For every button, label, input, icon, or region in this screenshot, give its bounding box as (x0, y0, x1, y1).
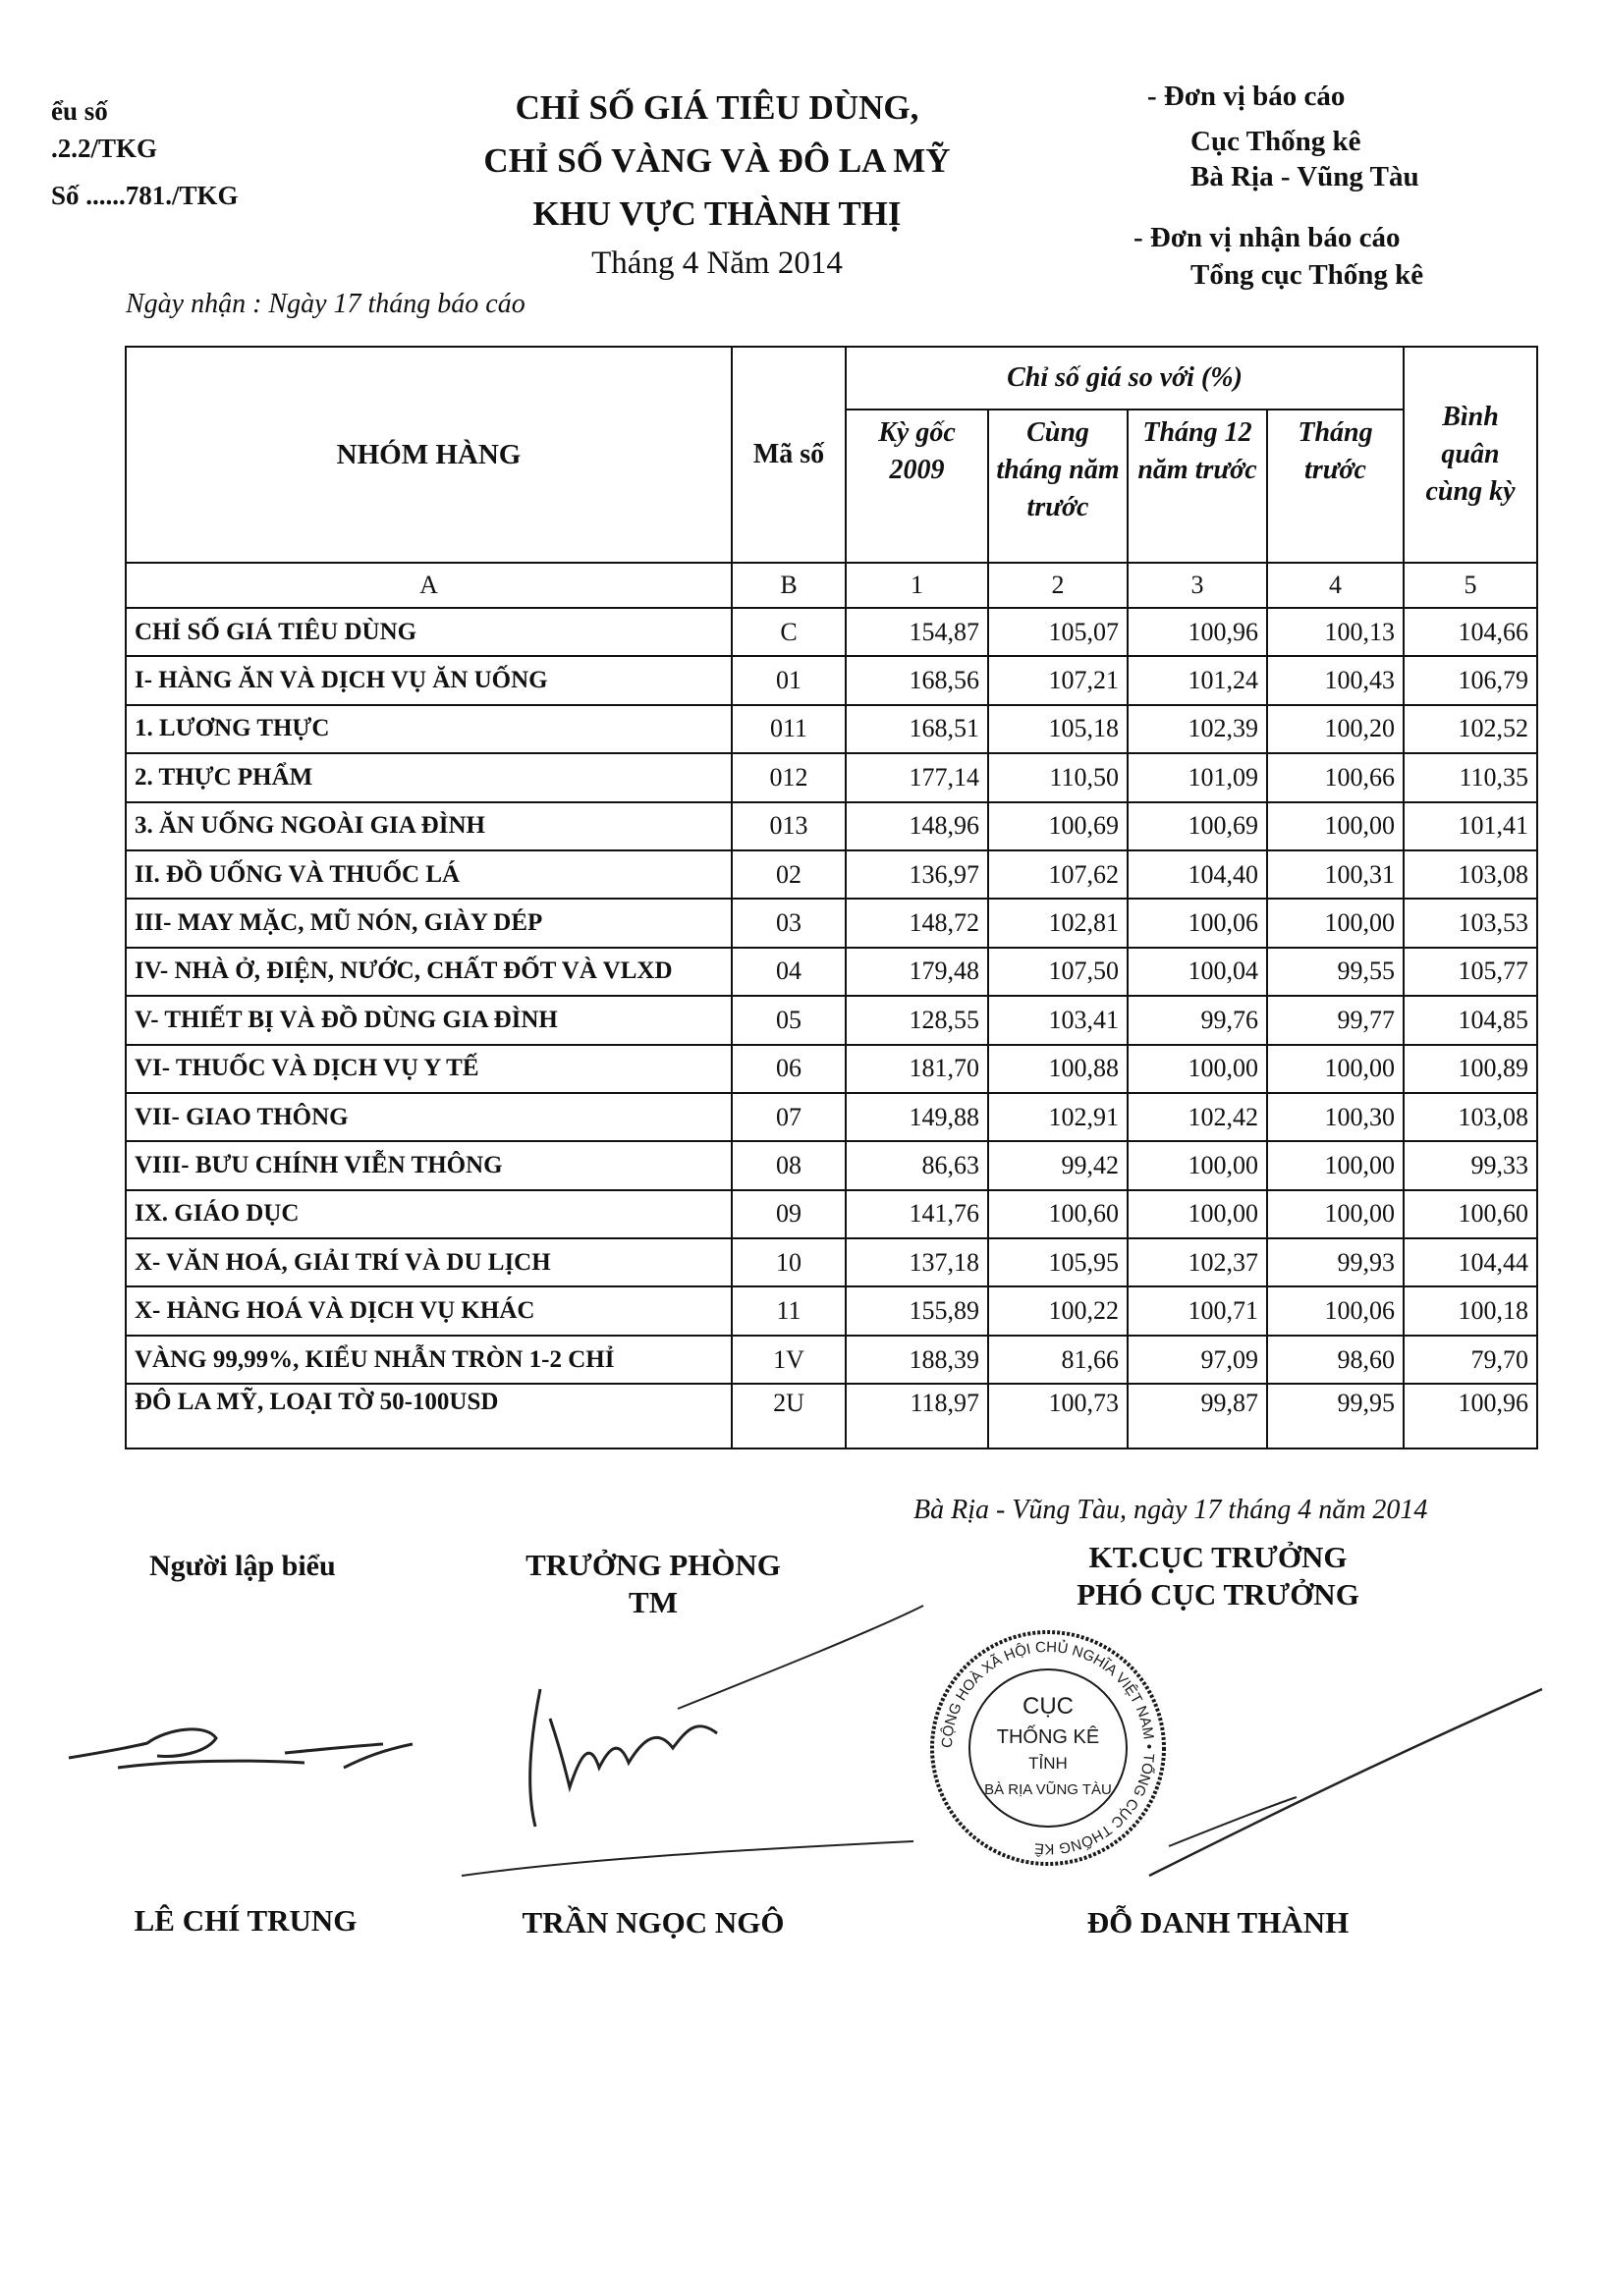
value-base-year: 168,51 (846, 705, 988, 753)
row-name: X- VĂN HOÁ, GIẢI TRÍ VÀ DU LỊCH (126, 1238, 732, 1286)
document-number: Số ......781./TKG (51, 181, 239, 210)
col-header-same-month: Cùng tháng năm trước (988, 410, 1128, 563)
official-stamp (925, 1625, 1171, 1871)
table-row (126, 850, 1537, 899)
value-december: 97,09 (1128, 1336, 1267, 1384)
value-average: 110,35 (1404, 753, 1537, 801)
head-signature (452, 1591, 943, 1886)
value-previous-month: 99,77 (1267, 996, 1404, 1044)
row-name: VÀNG 99,99%, KIỂU NHẪN TRÒN 1-2 CHỈ (126, 1336, 732, 1384)
value-base-year: 148,72 (846, 899, 988, 947)
director-name: ĐỖ DANH THÀNH (1086, 1905, 1350, 1940)
value-december: 101,09 (1128, 753, 1267, 801)
preparer-title: Người lập biểu (149, 1550, 336, 1582)
director-title-1: KT.CỤC TRƯỞNG (1088, 1540, 1348, 1574)
received-date: Ngày nhận : Ngày 17 tháng báo cáo (126, 289, 525, 319)
value-base-year: 136,97 (846, 850, 988, 899)
value-december: 102,42 (1128, 1093, 1267, 1141)
value-december: 101,24 (1128, 656, 1267, 704)
value-previous-month: 100,00 (1267, 1045, 1404, 1093)
row-name: II. ĐỒ UỐNG VÀ THUỐC LÁ (126, 850, 732, 899)
value-same-month: 102,81 (988, 899, 1128, 947)
value-previous-month: 100,43 (1267, 656, 1404, 704)
reporting-unit-name: Cục Thống kê (1190, 126, 1361, 157)
col-header-december: Tháng 12 năm trước (1128, 410, 1267, 563)
place-and-date: Bà Rịa - Vũng Tàu, ngày 17 tháng 4 năm 2014 (913, 1495, 1428, 1525)
value-previous-month: 100,13 (1267, 608, 1404, 656)
value-previous-month: 99,95 (1267, 1384, 1404, 1449)
row-name: 3. ĂN UỐNG NGOÀI GIA ĐÌNH (126, 802, 732, 850)
row-code: 11 (732, 1286, 846, 1335)
value-same-month: 100,73 (988, 1384, 1128, 1449)
reporting-unit-province: Bà Rịa - Vũng Tàu (1190, 161, 1419, 192)
row-code: 09 (732, 1190, 846, 1238)
value-december: 104,40 (1128, 850, 1267, 899)
row-name: III- MAY MẶC, MŨ NÓN, GIÀY DÉP (126, 899, 732, 947)
table-row (126, 656, 1537, 704)
value-base-year: 86,63 (846, 1141, 988, 1189)
value-same-month: 105,18 (988, 705, 1128, 753)
col-header-average: Bình quân cùng kỳ (1404, 347, 1537, 563)
value-base-year: 179,48 (846, 948, 988, 996)
row-name: CHỈ SỐ GIÁ TIÊU DÙNG (126, 608, 732, 656)
index-label: 2 (988, 563, 1128, 608)
table-row (126, 1286, 1537, 1335)
report-period: Tháng 4 Năm 2014 (591, 246, 843, 281)
row-name: VI- THUỐC VÀ DỊCH VỤ Y TẾ (126, 1045, 732, 1093)
row-code: 10 (732, 1238, 846, 1286)
row-name: VIII- BƯU CHÍNH VIỄN THÔNG (126, 1141, 732, 1189)
value-base-year: 188,39 (846, 1336, 988, 1384)
row-name: IX. GIÁO DỤC (126, 1190, 732, 1238)
value-same-month: 81,66 (988, 1336, 1128, 1384)
value-average: 101,41 (1404, 802, 1537, 850)
value-december: 100,96 (1128, 608, 1267, 656)
row-name: I- HÀNG ĂN VÀ DỊCH VỤ ĂN UỐNG (126, 656, 732, 704)
row-code: 07 (732, 1093, 846, 1141)
value-base-year: 141,76 (846, 1190, 988, 1238)
index-label: 4 (1267, 563, 1404, 608)
value-december: 100,00 (1128, 1045, 1267, 1093)
head-name: TRẦN NGỌC NGÔ (522, 1905, 785, 1940)
row-code: 013 (732, 802, 846, 850)
row-code: 03 (732, 899, 846, 947)
value-previous-month: 100,66 (1267, 753, 1404, 801)
value-base-year: 155,89 (846, 1286, 988, 1335)
table-row (126, 802, 1537, 850)
title-line-2: CHỈ SỐ VÀNG VÀ ĐÔ LA MỸ (483, 141, 951, 180)
table-row (126, 608, 1537, 656)
row-name: X- HÀNG HOÁ VÀ DỊCH VỤ KHÁC (126, 1286, 732, 1335)
value-december: 99,87 (1128, 1384, 1267, 1449)
table-row (126, 1093, 1537, 1141)
value-average: 103,08 (1404, 850, 1537, 899)
value-same-month: 107,50 (988, 948, 1128, 996)
value-average: 102,52 (1404, 705, 1537, 753)
row-code: 1V (732, 1336, 846, 1384)
value-same-month: 102,91 (988, 1093, 1128, 1141)
value-previous-month: 100,20 (1267, 705, 1404, 753)
form-code: .2.2/TKG (51, 134, 158, 163)
value-average: 104,44 (1404, 1238, 1537, 1286)
row-code: 01 (732, 656, 846, 704)
stamp-line-3: TỈNH (1028, 1754, 1068, 1773)
value-december: 99,76 (1128, 996, 1267, 1044)
value-base-year: 149,88 (846, 1093, 988, 1141)
value-previous-month: 100,00 (1267, 1141, 1404, 1189)
table-row (126, 1141, 1537, 1189)
table-row (126, 899, 1537, 947)
value-december: 100,04 (1128, 948, 1267, 996)
value-december: 102,39 (1128, 705, 1267, 753)
row-code: 04 (732, 948, 846, 996)
value-average: 103,08 (1404, 1093, 1537, 1141)
index-label: A (126, 563, 732, 608)
preparer-name: LÊ CHÍ TRUNG (134, 1903, 358, 1938)
value-same-month: 100,22 (988, 1286, 1128, 1335)
reporting-unit-label: - Đơn vị báo cáo (1147, 81, 1346, 112)
value-same-month: 105,95 (988, 1238, 1128, 1286)
row-code: 011 (732, 705, 846, 753)
value-same-month: 100,88 (988, 1045, 1128, 1093)
stamp-line-2: THỐNG KÊ (996, 1726, 1100, 1748)
receiving-unit-label: - Đơn vị nhận báo cáo (1133, 222, 1401, 253)
index-label: B (732, 563, 846, 608)
value-average: 100,60 (1404, 1190, 1537, 1238)
row-name: V- THIẾT BỊ VÀ ĐỒ DÙNG GIA ĐÌNH (126, 996, 732, 1044)
row-code: 012 (732, 753, 846, 801)
col-header-previous-month: Tháng trước (1267, 410, 1404, 563)
col-header-base-year: Kỳ gốc 2009 (846, 410, 988, 563)
value-previous-month: 100,00 (1267, 802, 1404, 850)
director-title-2: PHÓ CỤC TRƯỞNG (1077, 1577, 1359, 1612)
title-line-3: KHU VỰC THÀNH THỊ (532, 194, 902, 233)
stamp-line-1: CỤC (1023, 1693, 1074, 1720)
table-row (126, 1384, 1537, 1449)
table-row (126, 705, 1537, 753)
value-base-year: 148,96 (846, 802, 988, 850)
value-same-month: 99,42 (988, 1141, 1128, 1189)
index-row (126, 563, 1537, 608)
value-same-month: 103,41 (988, 996, 1128, 1044)
table-row (126, 753, 1537, 801)
col-header-group: NHÓM HÀNG (126, 347, 732, 563)
value-average: 100,96 (1404, 1384, 1537, 1449)
value-average: 106,79 (1404, 656, 1537, 704)
director-signature (1130, 1679, 1562, 1905)
value-previous-month: 100,31 (1267, 850, 1404, 899)
value-base-year: 154,87 (846, 608, 988, 656)
table-row (126, 996, 1537, 1044)
value-previous-month: 100,30 (1267, 1093, 1404, 1141)
value-average: 104,66 (1404, 608, 1537, 656)
row-name: 2. THỰC PHẨM (126, 753, 732, 801)
value-previous-month: 99,93 (1267, 1238, 1404, 1286)
value-average: 100,89 (1404, 1045, 1537, 1093)
value-same-month: 100,69 (988, 802, 1128, 850)
value-same-month: 107,62 (988, 850, 1128, 899)
head-title-1: TRƯỞNG PHÒNG (525, 1548, 781, 1582)
table-row (126, 1238, 1537, 1286)
row-name: ĐÔ LA MỸ, LOẠI TỜ 50-100USD (126, 1384, 732, 1449)
value-december: 100,00 (1128, 1190, 1267, 1238)
value-december: 102,37 (1128, 1238, 1267, 1286)
col-header-index-group: Chỉ số giá so với (%) (846, 347, 1404, 410)
value-base-year: 118,97 (846, 1384, 988, 1449)
stamp-line-4: BÀ RỊA VŨNG TÀU (984, 1781, 1112, 1798)
row-code: 02 (732, 850, 846, 899)
title-line-1: CHỈ SỐ GIÁ TIÊU DÙNG, (515, 88, 919, 127)
index-label: 3 (1128, 563, 1267, 608)
value-same-month: 107,21 (988, 656, 1128, 704)
value-average: 99,33 (1404, 1141, 1537, 1189)
value-average: 103,53 (1404, 899, 1537, 947)
value-previous-month: 100,00 (1267, 899, 1404, 947)
col-header-code: Mã số (732, 347, 846, 563)
row-code: 05 (732, 996, 846, 1044)
value-december: 100,06 (1128, 899, 1267, 947)
index-label: 1 (846, 563, 988, 608)
receiving-unit-name: Tổng cục Thống kê (1190, 259, 1424, 291)
value-previous-month: 100,00 (1267, 1190, 1404, 1238)
value-base-year: 177,14 (846, 753, 988, 801)
table-row (126, 948, 1537, 996)
value-average: 104,85 (1404, 996, 1537, 1044)
table-row (126, 1190, 1537, 1238)
value-base-year: 168,56 (846, 656, 988, 704)
value-base-year: 128,55 (846, 996, 988, 1044)
index-label: 5 (1404, 563, 1537, 608)
value-december: 100,71 (1128, 1286, 1267, 1335)
value-average: 105,77 (1404, 948, 1537, 996)
value-same-month: 100,60 (988, 1190, 1128, 1238)
value-average: 100,18 (1404, 1286, 1537, 1335)
price-index-table (125, 346, 1538, 1449)
preparer-signature (59, 1699, 432, 1807)
form-label: ểu số (51, 96, 108, 126)
value-december: 100,69 (1128, 802, 1267, 850)
row-code: C (732, 608, 846, 656)
value-same-month: 105,07 (988, 608, 1128, 656)
row-name: VII- GIAO THÔNG (126, 1093, 732, 1141)
table-row (126, 1336, 1537, 1384)
row-name: 1. LƯƠNG THỰC (126, 705, 732, 753)
value-base-year: 181,70 (846, 1045, 988, 1093)
row-code: 08 (732, 1141, 846, 1189)
value-average: 79,70 (1404, 1336, 1537, 1384)
head-title-2: TM (629, 1585, 678, 1619)
value-december: 100,00 (1128, 1141, 1267, 1189)
row-name: IV- NHÀ Ở, ĐIỆN, NƯỚC, CHẤT ĐỐT VÀ VLXD (126, 948, 732, 996)
value-previous-month: 98,60 (1267, 1336, 1404, 1384)
row-code: 2U (732, 1384, 846, 1449)
value-previous-month: 99,55 (1267, 948, 1404, 996)
stamp-ring-text: CỘNG HOÀ XÃ HỘI CHỦ NGHĨA VIỆT NAM • TỔNG CỤC THỐNG KÊ (938, 1638, 1158, 1858)
value-same-month: 110,50 (988, 753, 1128, 801)
value-previous-month: 100,06 (1267, 1286, 1404, 1335)
table-row (126, 1045, 1537, 1093)
value-base-year: 137,18 (846, 1238, 988, 1286)
row-code: 06 (732, 1045, 846, 1093)
